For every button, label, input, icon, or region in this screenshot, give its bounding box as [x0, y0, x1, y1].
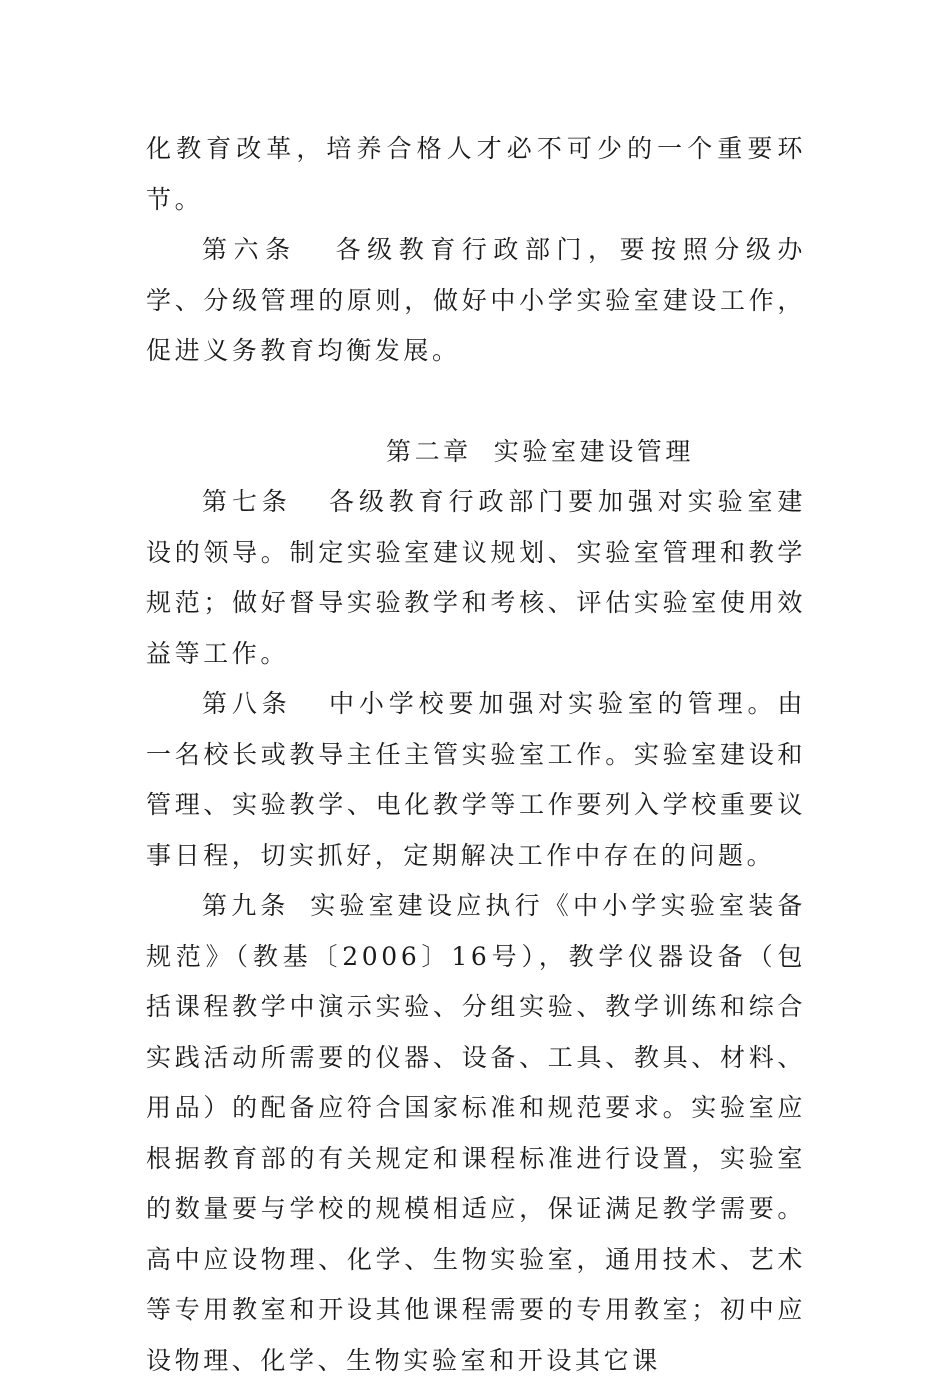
chapter-number: 第二章 [385, 436, 472, 466]
article-number: 第八条 [202, 689, 292, 718]
article-number: 第六条 [202, 235, 297, 264]
paragraph-continuation [146, 124, 806, 225]
chapter-title: 实验室建设管理 [493, 436, 694, 466]
article-9 [146, 881, 806, 1386]
article-6 [146, 225, 806, 377]
paragraph-text: 化教育改革，培养合格人才必不可少的一个重要环节。 [146, 134, 806, 214]
chapter-heading [146, 427, 806, 478]
article-text: 各级教育行政部门，要按照分级办学、分级管理的原则，做好中小学实验室建设工作，促进义务教育均衡发展。 [146, 235, 806, 365]
article-number: 第七条 [202, 487, 292, 516]
article-text: 中小学校要加强对实验室的管理。由一名校长或教导主任主管实验室工作。实验室建设和管理、实验教学、电化教学等工作要列入学校重要议事日程，切实抓好，定期解决工作中存在的问题。 [146, 689, 806, 870]
article-8 [146, 679, 806, 881]
document-page [146, 124, 806, 1386]
article-number: 第九条 [202, 891, 290, 920]
article-text: 各级教育行政部门要加强对实验室建设的领导。制定实验室建议规划、实验室管理和教学规范；做好督导实验教学和考核、评估实验室使用效益等工作。 [146, 487, 806, 668]
article-7 [146, 477, 806, 679]
article-text: 实验室建设应执行《中小学实验室装备规范》（教基〔2006〕16号），教学仪器设备（包括课程教学中演示实验、分组实验、教学训练和综合实践活动所需要的仪器、设备、工具、教具、材料、用品）的配备应符合国家标准和规范要求。实验室应根据教育部的有关规定和课程标准进行设置，实验室的数量要与学校的规模相适应，保证满足教学需要。高中应设物理、化学、生物实验室，通用技术、艺术等专用教室和开设其他课程需要的专用教室；初中应设物理、化学、生物实验室和开设其它课 [146, 891, 806, 1375]
